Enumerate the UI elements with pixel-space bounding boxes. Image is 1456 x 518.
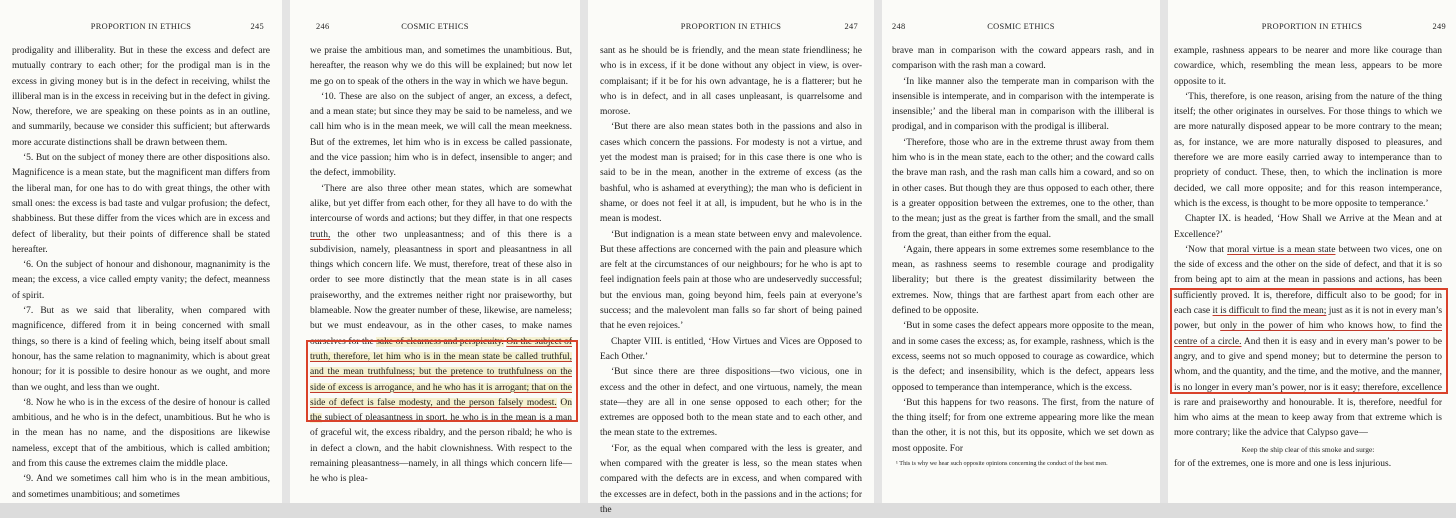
paragraph: ‘8. Now he who is in the excess of the desire of honour is called ambitious, and he who is in the defect, unambitious. But he who is in the mean has no name, and the dispositions are likewise nameless, except that of the ambitious, which is called ambition; and from this cause the extremes claim the middle place. [12,397,270,470]
page-number: 247 [844,22,858,31]
running-title: PROPORTION IN ETHICS [680,22,782,31]
page-text [892,44,1154,457]
annotation-box [306,340,578,422]
underlined-phrase: only in the power of him who knows how, to find the centre of a circle. [1174,321,1442,347]
paragraph: example, rashness appears to be nearer and more like courage than cowardice, which, resembling the mean less, appears to be more opposite to it. [1174,46,1442,87]
page-number: 249 [1432,22,1446,31]
page-number: 246 [316,22,330,31]
paragraph: ‘But this happens for two reasons. The first, from the nature of the thing itself; for from one extreme appearing more like the mean than the other, it is not this, but its opposite, which we set down as most opposite. For [892,397,1154,454]
paragraph: ‘9. And we sometimes call him who is in the mean ambitious, and sometimes unambitious; and sometimes [12,474,270,500]
paragraph: ‘Again, there appears in some extremes some resemblance to the mean, as rashness seems to resemble courage and prodigality liberality; but there is the greatest dissimilarity between the extremes. Now, things that are farthest apart from each other are defined to be opposite. [892,244,1154,317]
paragraph: Chapter VIII. is entitled, ‘How Virtues and Vices are Opposed to Each Other.’ [600,336,862,362]
page-header [588,22,874,36]
paragraph: ‘For, as the equal when compared with the less is greater, and when compared with the greater is less, so the mean states when compared with the defects are in excess, and when compared with the excesses are in defect, both in the passions and in the actions; for the [600,443,862,515]
paragraph: ‘But since there are three dispositions—two vicious, one in excess and the other in defect, and one virtuous, namely, the mean state—they are all in one sense opposed to each other; for the extremes are opposed both to the mean state and to each other, and the mean state to the extremes. [600,367,862,439]
paragraph: brave man in comparison with the coward appears rash, and in comparison with the rash man a coward. [892,46,1154,72]
underlined-phrase: truth, [310,229,331,240]
running-title: COSMIC ETHICS [401,22,469,31]
text-run: And then it is easy and in every man’s power to be angry, and to give and spend money; but to determine the person to whom, and the quantity, and the time, and the motive, and the manner, is no longer in every man’s power, nor is it easy; [1174,336,1442,393]
running-title: PROPORTION IN ETHICS [1261,22,1363,31]
paragraph: we praise the ambitious man, and sometimes the unambitious. But, hereafter, the reason why we do this will be explained; but now let me go on to speak of the others in the way in which we have begun. [310,46,572,87]
paragraph: ‘But in some cases the defect appears more opposite to the mean, and in some cases the excess; as, for example, rashness, which is the excess, seems not so much opposed to courage as cowardice, which is the defect; and insensibility, which is the defect, appears less opposed to temperance than intemperance, which is the excess. [892,321,1154,393]
page-249 [1168,0,1456,503]
paragraph: ‘5. But on the subject of money there are other dispositions also. Magnificence is a mean state, but the magnificent man differs from the liberal man, for one has to do with great things, the other with small ones: the excess is bad taste and vulgar profusion; the defect, shabbiness. But these differ from the vices which are in excess and defect of liberality, but their points of difference shall be stated hereafter. [12,153,270,255]
annotation-box [1170,288,1448,394]
paragraph: for of the extremes, one is more and one is less injurious. [1174,459,1392,470]
paragraph: ‘6. On the subject of honour and dishonour, magnanimity is the mean; the excess, a vice called empty vanity; the defect, meanness of spirit. [12,260,270,301]
paragraph [310,182,572,488]
page-gutter [580,0,588,503]
underlined-phrase: moral virtue is a mean state [1227,244,1336,255]
page-245 [0,0,282,503]
page-gutter [1160,0,1168,503]
text-run: the other two unpleasantness; and of this there is a subdivision, namely, pleasantness in sport and pleasantness in all things which concern life. We must, therefore, treat of these also in order to see more distinctly that the mean state is in all cases praiseworthy, and the extremes neither right nor praiseworthy, but blameable. Now the greater number of these, likewise, are nameless; but we must endeavour, as in the other cases, to make names ourselves for the [310,229,573,347]
underlined-phrase: it is difficult to find the mean; [1212,306,1327,317]
page-header [290,22,580,36]
verse-line: Keep the ship clear of this smoke and surge: [1241,444,1375,454]
text-run: between two vices, one on the side of excess and the other on the side of defect, and that it is so from being apt to aim at the mean in passions and actions, has been sufficiently proved. [1174,244,1443,301]
paragraph: prodigality and illiberality. But in these the excess and defect are mutually contrary to each other; for the prodigal man is in the excess in giving money but is in the defect in receiving, whilst the illiberal man is in the excess in receiving but in the defect in giving. Now, therefore, we are speaking on these points as in an outline, and summarily, because we consider this sufficient; but afterwards more accurate distinctions shall be drawn between them. [12,46,271,148]
text-run: ‘Now that [1185,244,1224,255]
text-run: ‘There are also three other mean states, which are somewhat alike, but yet differ from each other, for they all have to do with the intercourse of words and actions; but they differ, in that one respects [310,183,572,225]
page-gutter [282,0,290,503]
paragraph: ‘But indignation is a mean state between envy and malevolence. But these affections are concerned with the pain and pleasure which are felt at the circumstances of our neighbours; for he who is apt to feel indignation feels pain at those who are undeservedly successful; but the envious man, going beyond him, feels pain at everyone’s success; and the malevolent man falls so far short of being pained that he even rejoices.’ [600,229,862,332]
page-248 [882,0,1160,503]
page-text [12,44,270,503]
footnote: ¹ This is why we hear such opposite opinions concerning the conduct of the best men. [896,460,1108,467]
running-title: PROPORTION IN ETHICS [90,22,192,31]
paragraph: ‘In like manner also the temperate man in comparison with the insensible is intemperate, and in comparison with the intemperate is insensible;’ and the liberal man in comparison with the illiberal is prodigal, and in comparison with the prodigal is illiberal. [892,76,1154,133]
page-number: 248 [892,22,906,31]
page-header [0,22,282,36]
paragraph: ‘But there are also mean states both in the passions and also in cases which concern the passions. For modesty is not a virtue, and yet the modest man is praised; for in this case there is one who is said to be in the mean, another in the extreme of excess (as the bashful, who is ashamed at everything); the man who is deficient in shame, or does not feel it at all, is impudent, but he who is in the mean is modest. [600,122,862,225]
highlighted-text: sake of clearness and perspicuity. [376,336,504,347]
page-header [1168,22,1456,36]
paragraph: ‘Therefore, those who are in the extreme thrust away from them him who is in the mean state, each to the other; and the coward calls the brave man rash, and the rash man calls him a coward, and so on in other cases. But though they are thus opposed to each other, there is a greater opposition between the extremes, one to the other, than to the mean; just as the great is farther from the small, and the small from the great, than either from the equal. [892,137,1154,240]
page-246 [290,0,580,503]
highlighted-text: On the [310,397,573,424]
paragraph: Chapter IX. is headed, ‘How Shall we Arrive at the Mean and at Excellence?’ [1174,214,1442,240]
paragraph: ‘7. But as we said that liberality, when compared with magnificence, differed from it in being concerned with small things, so there is a kind of feeling which, being itself about small honour, has the same relation to magnanimity, which is about great honour; for it is possible to desire honour as we ought, and more than we ought, and less than we ought. [12,306,270,393]
text-run: just as it is not in every man’s power, but [1174,306,1443,332]
page-text [1174,44,1442,472]
page-header [882,22,1160,36]
text-run: therefore, excellence is rare and praiseworthy and honourable. It is, therefore, needful for him who aims at the mean to keep away from that extreme which is more contrary; like the advice that Calypso gave— [1174,382,1443,439]
paragraph: ‘This, therefore, is one reason, arising from the nature of the thing itself; the other originates in ourselves. For those things to which we are more naturally disposed appear to be more contrary to the mean; as, for instance, we are more naturally disposed to pleasures, and therefore we are more easily carried away to intemperance than to propriety of conduct. These, then, to which the inclination is more decided, we call more opposite; and for this reason intemperance, which is the excess, is thought to be more opposite to temperance.’ [1174,91,1442,209]
page-text [600,44,862,518]
page-number: 245 [250,22,264,31]
highlighted-underlined-text: On the subject of truth, therefore, let him who is in the mean state be called truthful, and the mean truthfulness; but the pretence to truthfulness on the side of excess is arrogance, and he who has it is arrogant; that on the side of defect is false modesty, and the person falsely modest. [310,336,573,408]
paragraph: ‘10. These are also on the subject of anger, an excess, a defect, and a mean state; but since they may be said to be nameless, and we call him who is in the mean meek, we will call the mean meekness. But of the extremes, let him who is in excess be called passionate, and the vice passion; him who is in defect, insensible to anger; and the defect, immobility. [310,91,572,179]
text-run: subject of pleasantness in sport, he who is in the mean is a man of graceful wit, the excess ribaldry, and the person ribald; he who is in defect a clown, and the habit clownishness. With respect to the remaining pleasantness—namely, in all things which concern life—he who is plea- [310,413,573,485]
text-run: It is, therefore, difficult also to be good; for in each case [1174,290,1442,317]
paragraph: sant as he should be is friendly, and the mean state friendliness; he who is in excess, if it be done without any object in view, is over-complaisant; if it be for his own advantage, he is a flatterer; but he who is in defect, and in all cases unpleasant, is quarrelsome and morose. [600,46,862,118]
page-247 [588,0,874,515]
running-title: COSMIC ETHICS [987,22,1055,31]
page-gutter [874,0,882,503]
